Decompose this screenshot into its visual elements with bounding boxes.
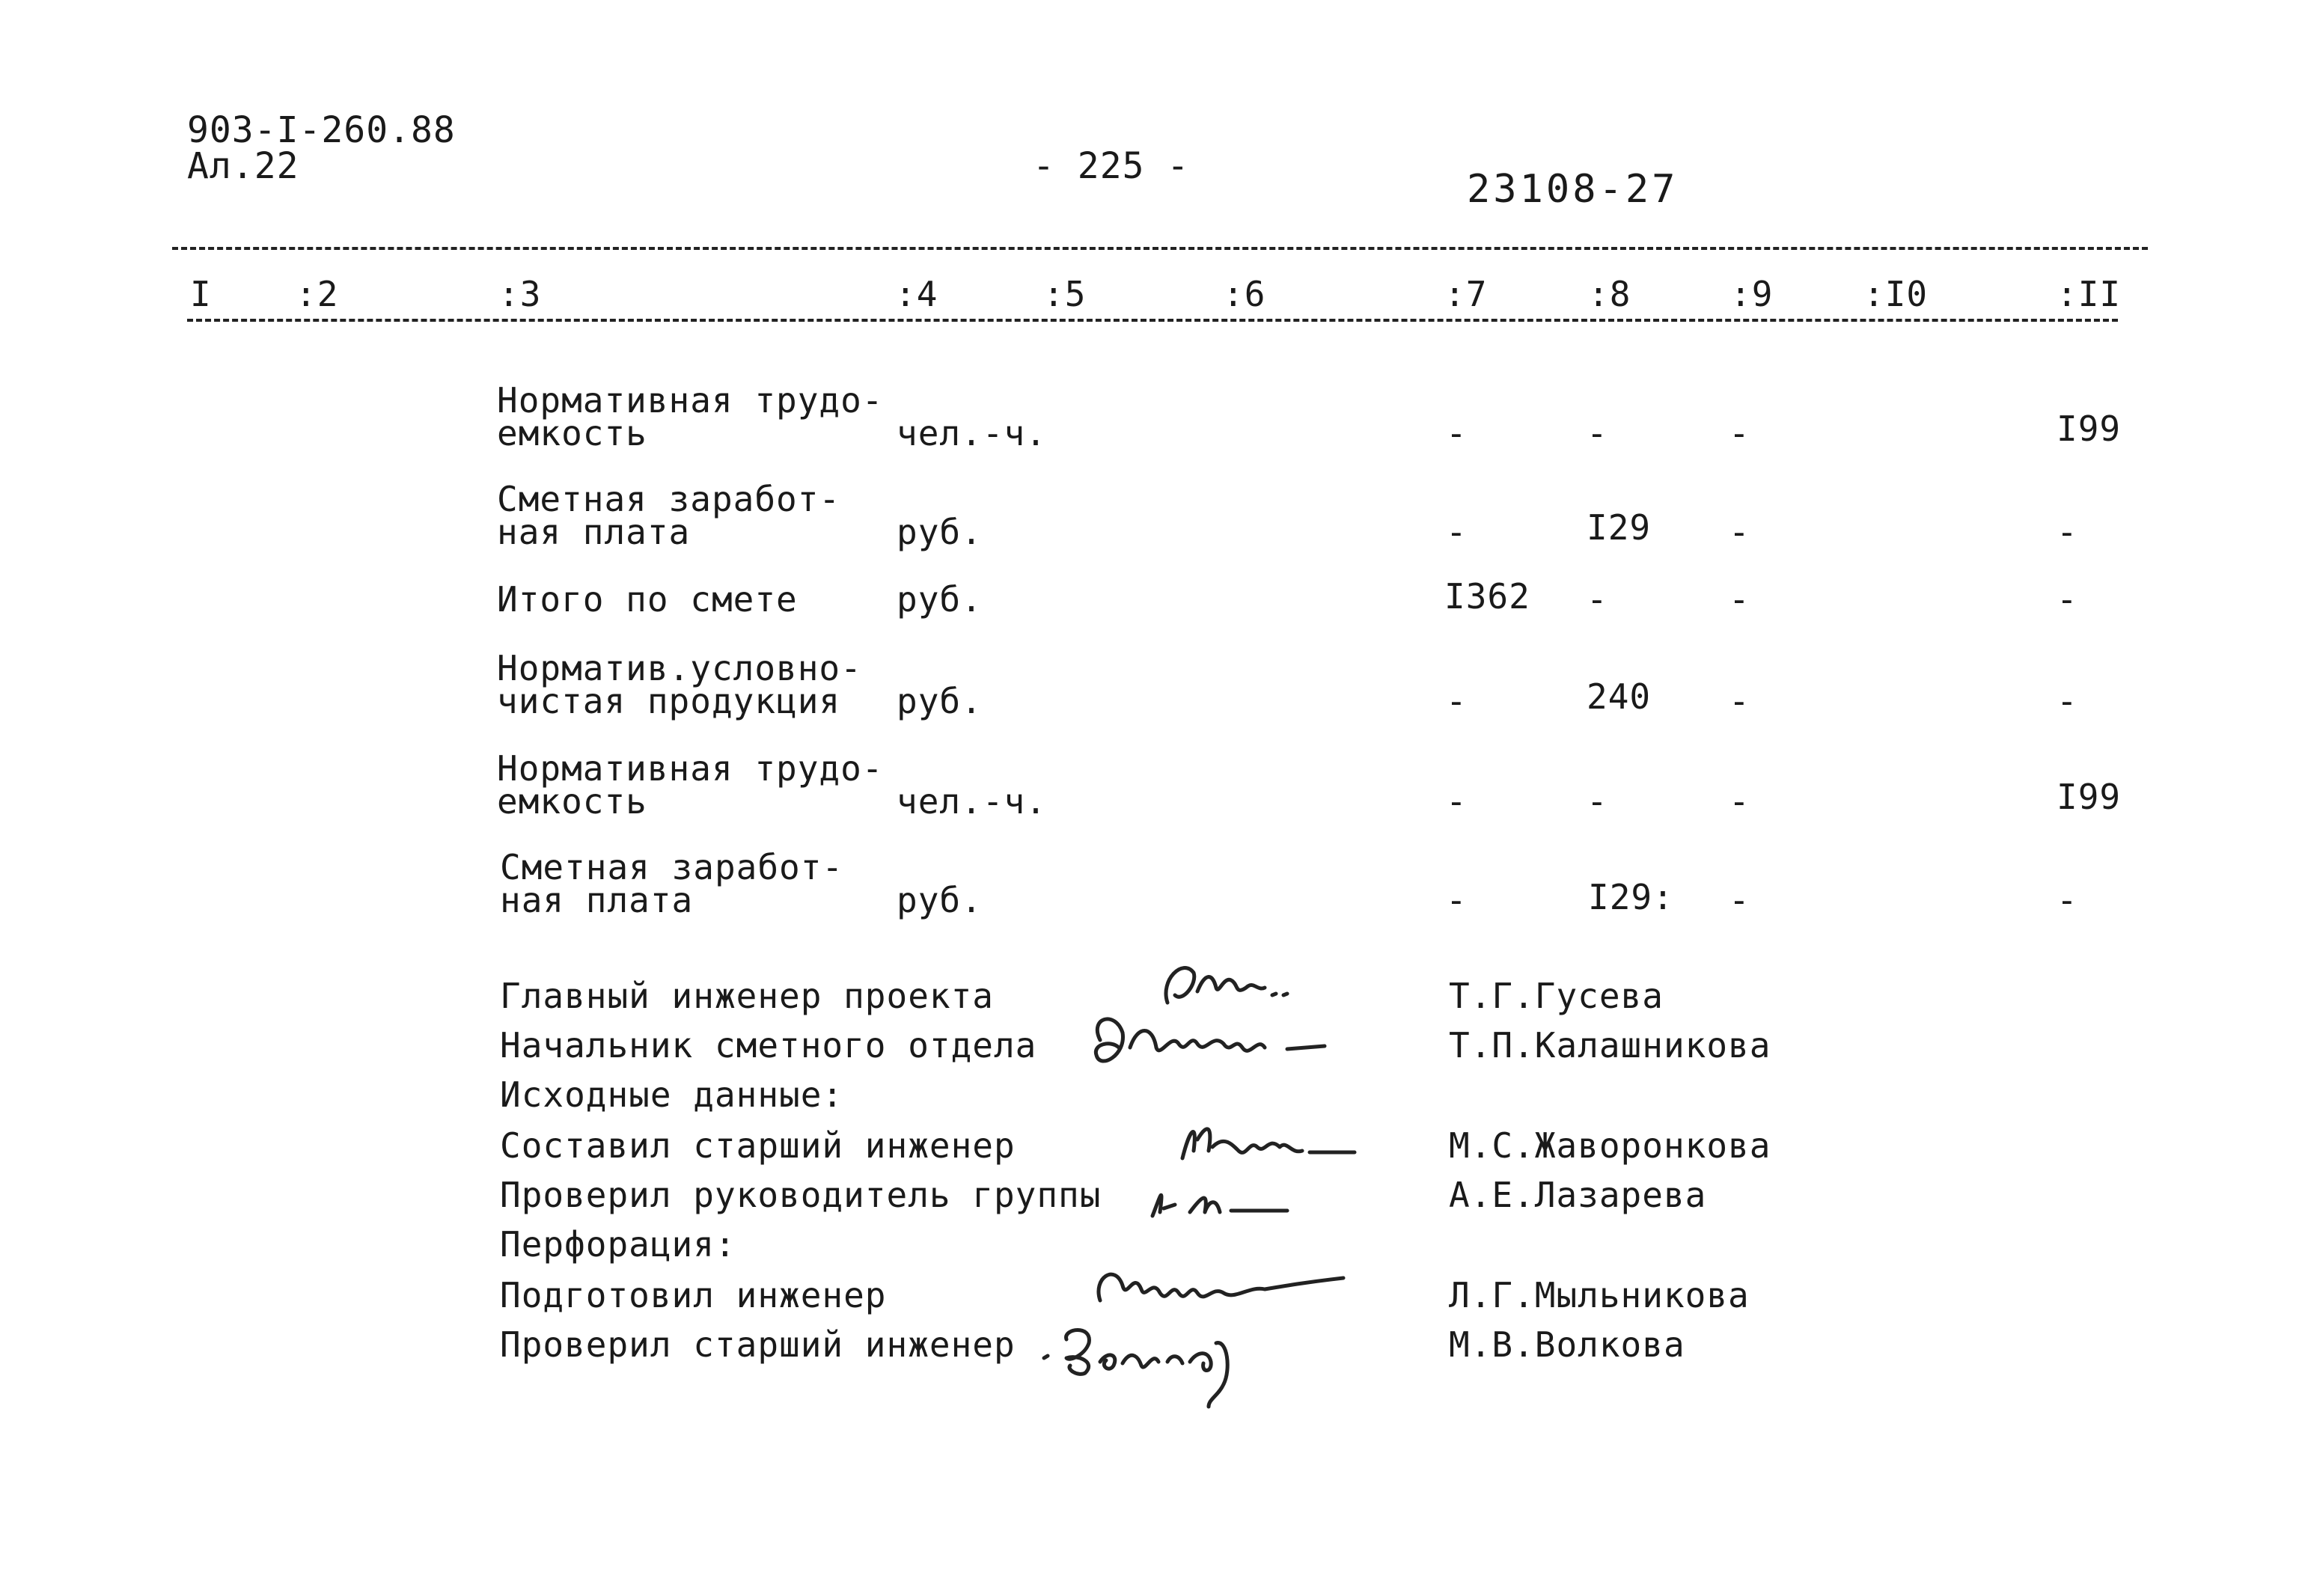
row-col7: - (1446, 413, 1468, 453)
row-col7: - (1446, 781, 1468, 822)
sheet-label: Ал.22 (187, 145, 299, 187)
col-5-label: :5 (1043, 274, 1087, 314)
header-dashed-rule (172, 247, 2148, 250)
row-col11: I99 (2057, 777, 2122, 817)
row-name-line2: емкость (497, 413, 647, 453)
row-name-line2: ная плата (500, 880, 694, 920)
row-col9: - (1729, 681, 1750, 721)
doc-code: 903-I-260.88 (187, 109, 456, 151)
signature-name: М.С.Жаворонкова (1449, 1125, 1771, 1166)
row-name-line1: Сметная заработ- (497, 479, 841, 519)
page-number: - 225 - (1033, 145, 1190, 187)
row-col11: - (2057, 512, 2078, 552)
row-col9: - (1729, 880, 1750, 920)
stamp-number: 23108-27 (1467, 167, 1679, 212)
row-name-line1: Нормативная трудо- (497, 380, 884, 421)
handwritten-signature-head-of-department (1085, 1003, 1340, 1085)
col-3-label: :3 (498, 274, 542, 314)
col-9-label: :9 (1730, 274, 1774, 314)
row-col9: - (1729, 512, 1750, 552)
column-numbers-row (0, 274, 2302, 322)
signature-name: Т.П.Калашникова (1449, 1025, 1771, 1065)
row-name-line1: Норматив.условно- (497, 648, 862, 688)
signature-name: А.Е.Лазарева (1449, 1175, 1707, 1215)
row-col11: - (2057, 579, 2078, 620)
signature-name: М.В.Волкова (1449, 1324, 1685, 1365)
row-col11: I99 (2057, 409, 2122, 449)
row-col8: - (1587, 781, 1608, 822)
col-2-label: :2 (296, 274, 339, 314)
row-col11: - (2057, 880, 2078, 920)
signature-name: Т.Г.Гусева (1449, 976, 1664, 1016)
col-8-label: :8 (1588, 274, 1631, 314)
row-name-line1: Итого по смете (497, 579, 798, 620)
row-col9: - (1729, 781, 1750, 822)
signature-role: Проверил старший инженер (500, 1324, 1016, 1365)
row-unit: руб. (897, 512, 983, 552)
row-col8: - (1587, 413, 1608, 453)
col-4-label: :4 (895, 274, 938, 314)
col-1-label: I (190, 274, 212, 314)
row-col7: I362 (1444, 576, 1530, 617)
signature-role: Начальник сметного отдела (500, 1025, 1037, 1065)
row-col8: I29 (1587, 507, 1652, 548)
row-col7: - (1446, 512, 1468, 552)
signature-role: Составил старший инженер (500, 1125, 1016, 1166)
row-col8: - (1587, 579, 1608, 620)
row-col8: I29: (1588, 877, 1674, 917)
signature-role: Проверил руководитель группы (500, 1175, 1102, 1215)
section-label-source-data: Исходные данные: (500, 1074, 844, 1115)
col-6-label: :6 (1223, 274, 1266, 314)
row-unit: руб. (897, 880, 983, 920)
handwritten-signature-group-leader (1138, 1167, 1317, 1227)
row-name-line2: емкость (497, 781, 647, 822)
row-unit: чел.-ч. (897, 413, 1047, 453)
row-name-line1: Сметная заработ- (500, 847, 844, 887)
row-col9: - (1729, 579, 1750, 620)
col-10-label: :I0 (1863, 274, 1929, 314)
column-numbers-underline (187, 319, 2118, 322)
row-col11: - (2057, 681, 2078, 721)
col-11-label: :II (2057, 274, 2122, 314)
row-col7: - (1446, 681, 1468, 721)
row-name-line1: Нормативная трудо- (497, 748, 884, 789)
row-name-line2: чистая продукция (497, 681, 841, 721)
handwritten-signature-compiler (1167, 1106, 1370, 1173)
signature-name: Л.Г.Мыльникова (1449, 1275, 1750, 1315)
row-unit: руб. (897, 579, 983, 620)
col-7-label: :7 (1444, 274, 1488, 314)
row-unit: чел.-ч. (897, 781, 1047, 822)
row-col8: 240 (1587, 676, 1652, 717)
row-col9: - (1729, 413, 1750, 453)
row-col7: - (1446, 880, 1468, 920)
row-unit: руб. (897, 681, 983, 721)
handwritten-signature-senior-checker (1025, 1302, 1272, 1414)
signature-role: Главный инженер проекта (500, 976, 994, 1016)
section-label-perforation: Перфорация: (500, 1224, 736, 1265)
signature-role: Подготовил инженер (500, 1275, 887, 1315)
row-name-line2: ная плата (497, 512, 691, 552)
